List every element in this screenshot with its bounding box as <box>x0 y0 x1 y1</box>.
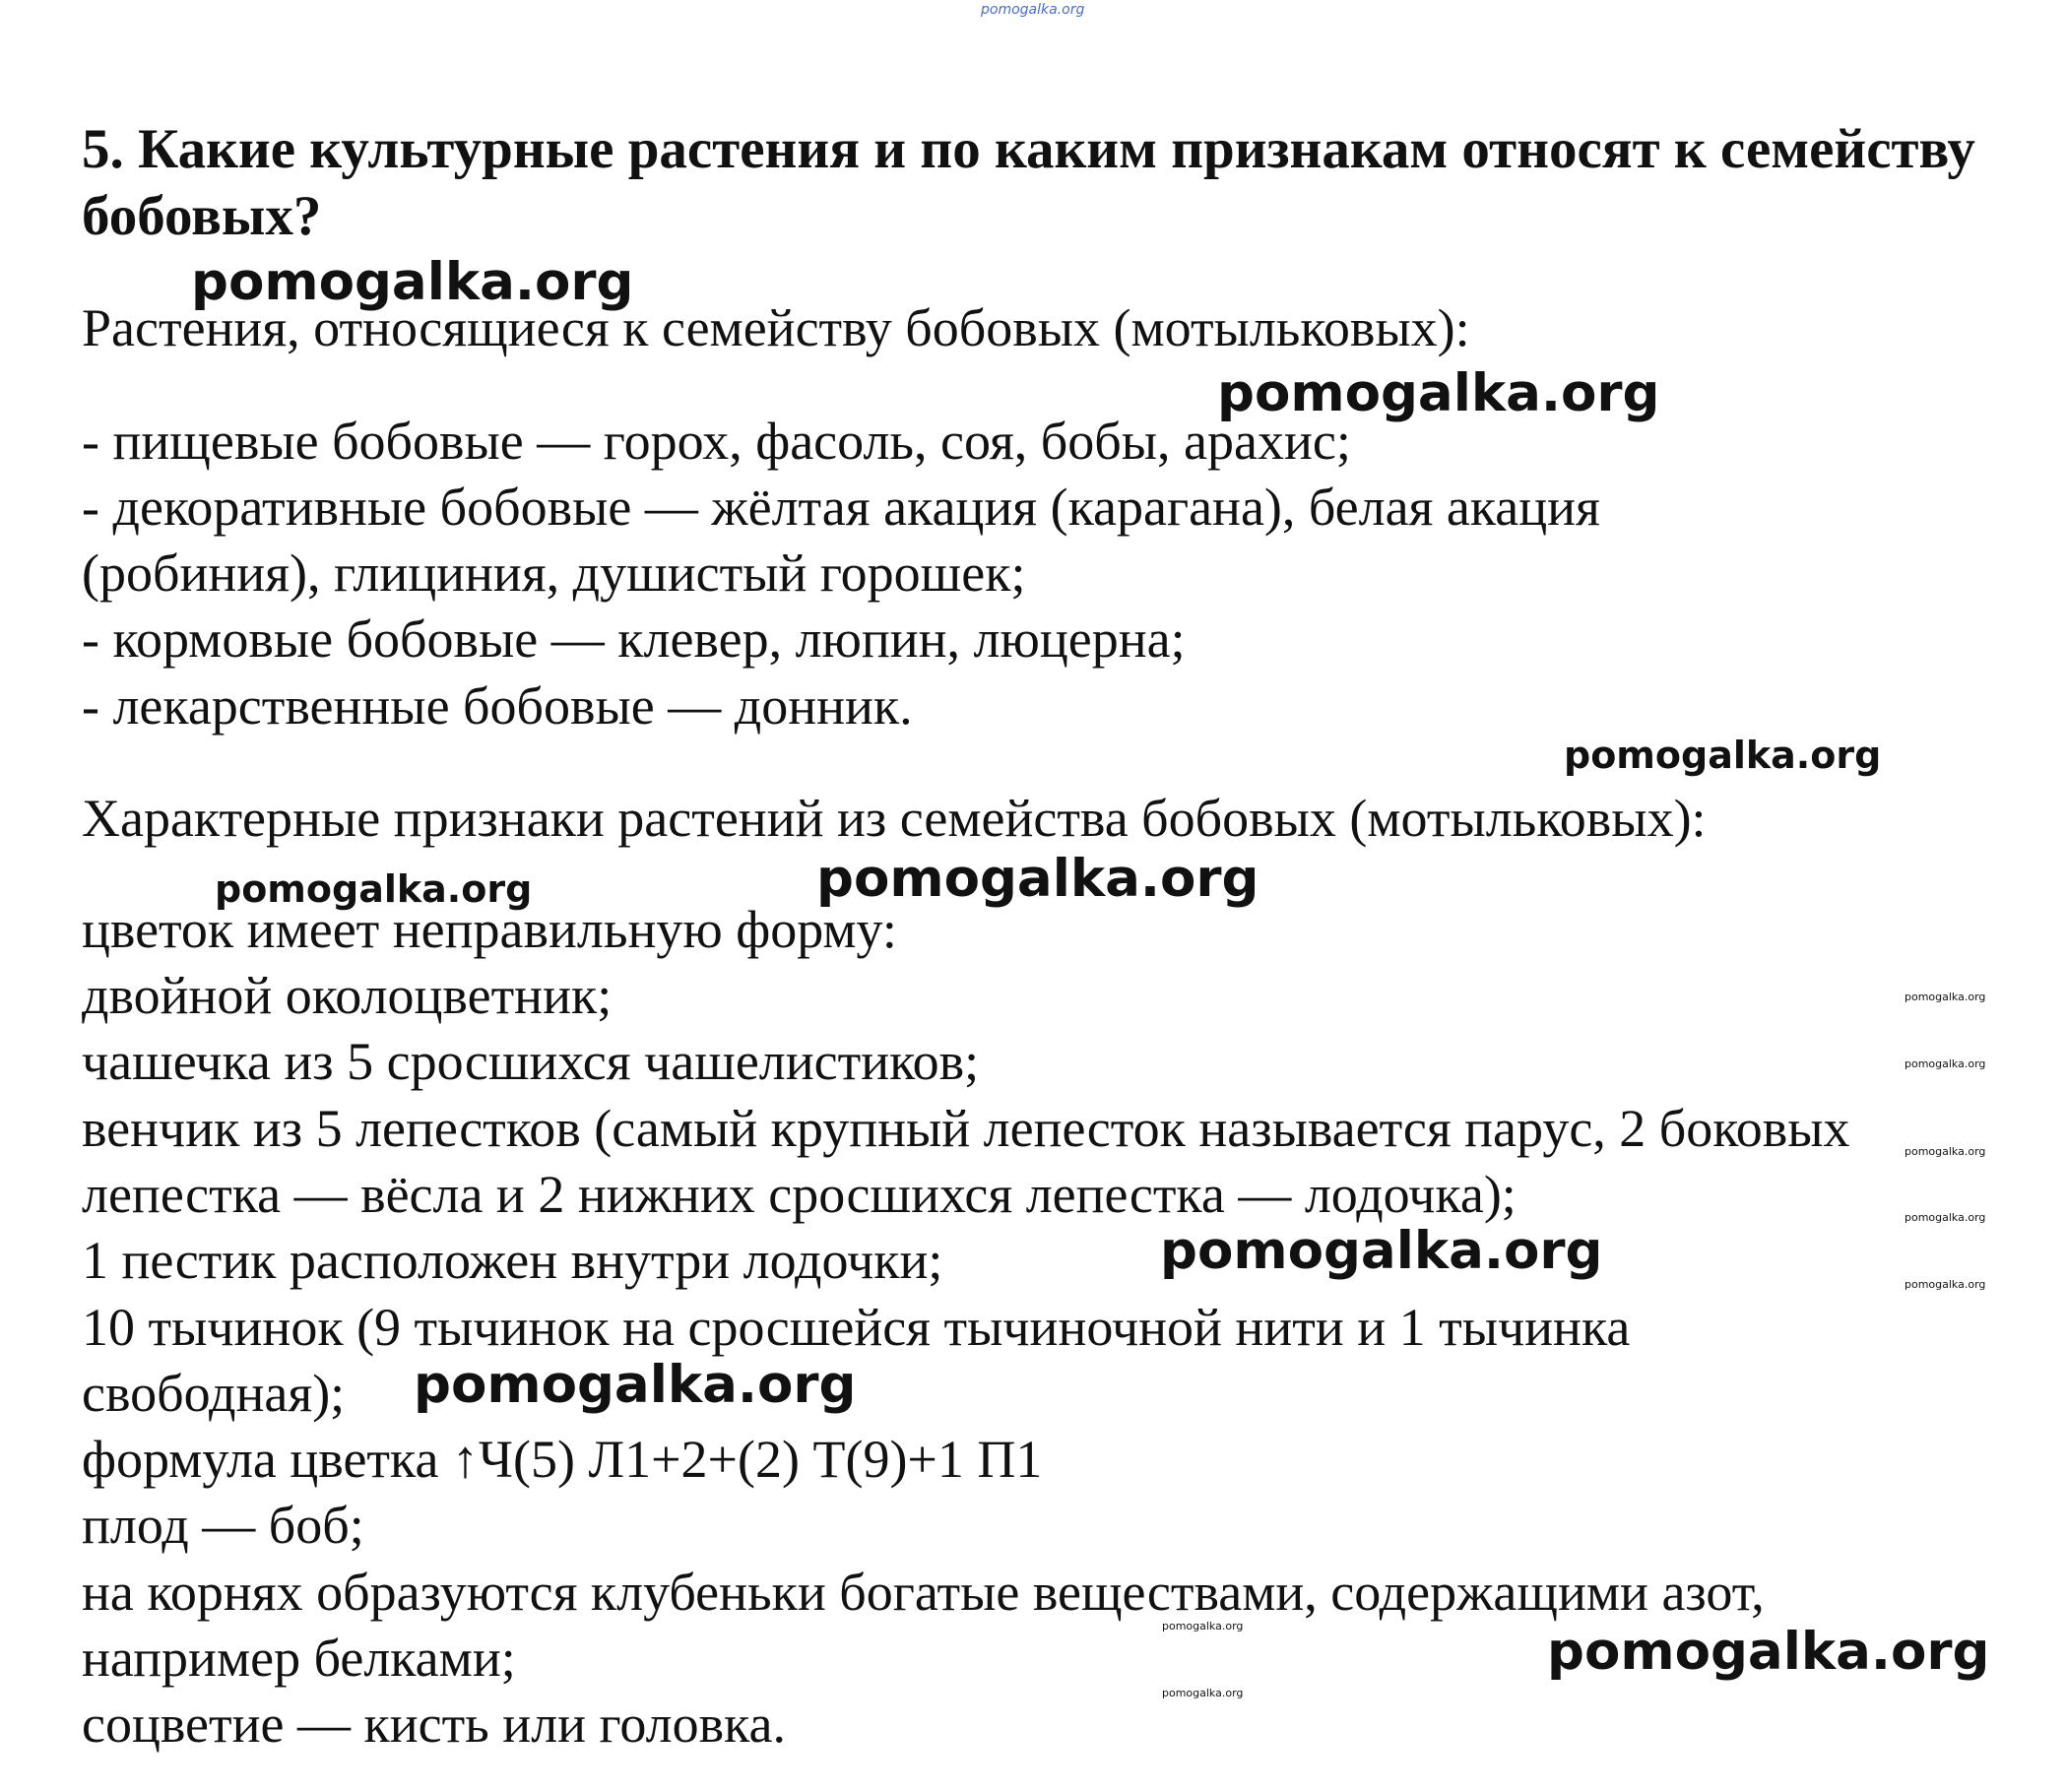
watermark-small: pomogalka.org <box>1905 1278 1986 1291</box>
question-title: 5. Какие культурные растения и по каким признакам относят к семейству бобовых? <box>82 118 1975 247</box>
watermark-small: pomogalka.org <box>1162 1620 1244 1632</box>
watermark: pomogalka.org <box>816 849 1259 909</box>
watermark: pomogalka.org <box>191 252 634 312</box>
watermark: pomogalka.org <box>1547 1622 1990 1682</box>
feature-line: на корнях образуются клубеньки богатые веществами, содержащими азот, <box>82 1563 1765 1622</box>
feature-line: формула цветка ↑Ч(5) Л1+2+(2) Т(9)+1 П1 <box>82 1430 1043 1489</box>
feature-line: лепестка — вёсла и 2 нижних сросшихся лепестка — лодочка); <box>82 1165 1517 1224</box>
group-line: - декоративные бобовые — жёлтая акация (карагана), белая акация <box>82 478 1600 537</box>
group-line: - лекарственные бобовые — донник. <box>82 676 913 736</box>
feature-line: венчик из 5 лепестков (самый крупный лепесток называется парус, 2 боковых <box>82 1099 1850 1158</box>
intro-text: Растения, относящиеся к семейству бобовых (мотыльковых): <box>82 298 1470 357</box>
watermark-small: pomogalka.org <box>1905 1211 1986 1224</box>
feature-line: 1 пестик расположен внутри лодочки; <box>82 1231 943 1290</box>
watermark: pomogalka.org <box>414 1355 857 1415</box>
features-heading: Характерные признаки растений из семейства бобовых (мотыльковых): <box>82 789 1707 848</box>
feature-line: чашечка из 5 сросшихся чашелистиков; <box>82 1032 980 1091</box>
group-line: - кормовые бобовые — клевер, люпин, люцерна; <box>82 609 1186 669</box>
watermark-small: pomogalka.org <box>1905 991 1986 1003</box>
feature-line: соцветие — кисть или головка. <box>82 1695 786 1754</box>
group-line: - пищевые бобовые — горох, фасоль, соя, бобы, арахис; <box>82 412 1351 471</box>
feature-line: двойной околоцветник; <box>82 966 613 1025</box>
watermark-top: pomogalka.org <box>981 2 1085 18</box>
watermark: pomogalka.org <box>1160 1221 1603 1281</box>
feature-line: 10 тычинок (9 тычинок на сросшейся тычиночной нити и 1 тычинка <box>82 1298 1631 1357</box>
feature-line: плод — боб; <box>82 1496 364 1555</box>
watermark: pomogalka.org <box>1217 363 1660 423</box>
watermark: pomogalka.org <box>215 867 533 911</box>
feature-line: например белками; <box>82 1629 516 1688</box>
watermark-small: pomogalka.org <box>1905 1145 1986 1158</box>
watermark-small: pomogalka.org <box>1162 1687 1244 1699</box>
watermark-small: pomogalka.org <box>1905 1057 1986 1070</box>
watermark: pomogalka.org <box>1564 734 1882 777</box>
group-line: (робиния), глициния, душистый горошек; <box>82 544 1026 603</box>
feature-line: свободная); <box>82 1364 346 1423</box>
feature-line: цветок имеет неправильную форму: <box>82 900 897 959</box>
